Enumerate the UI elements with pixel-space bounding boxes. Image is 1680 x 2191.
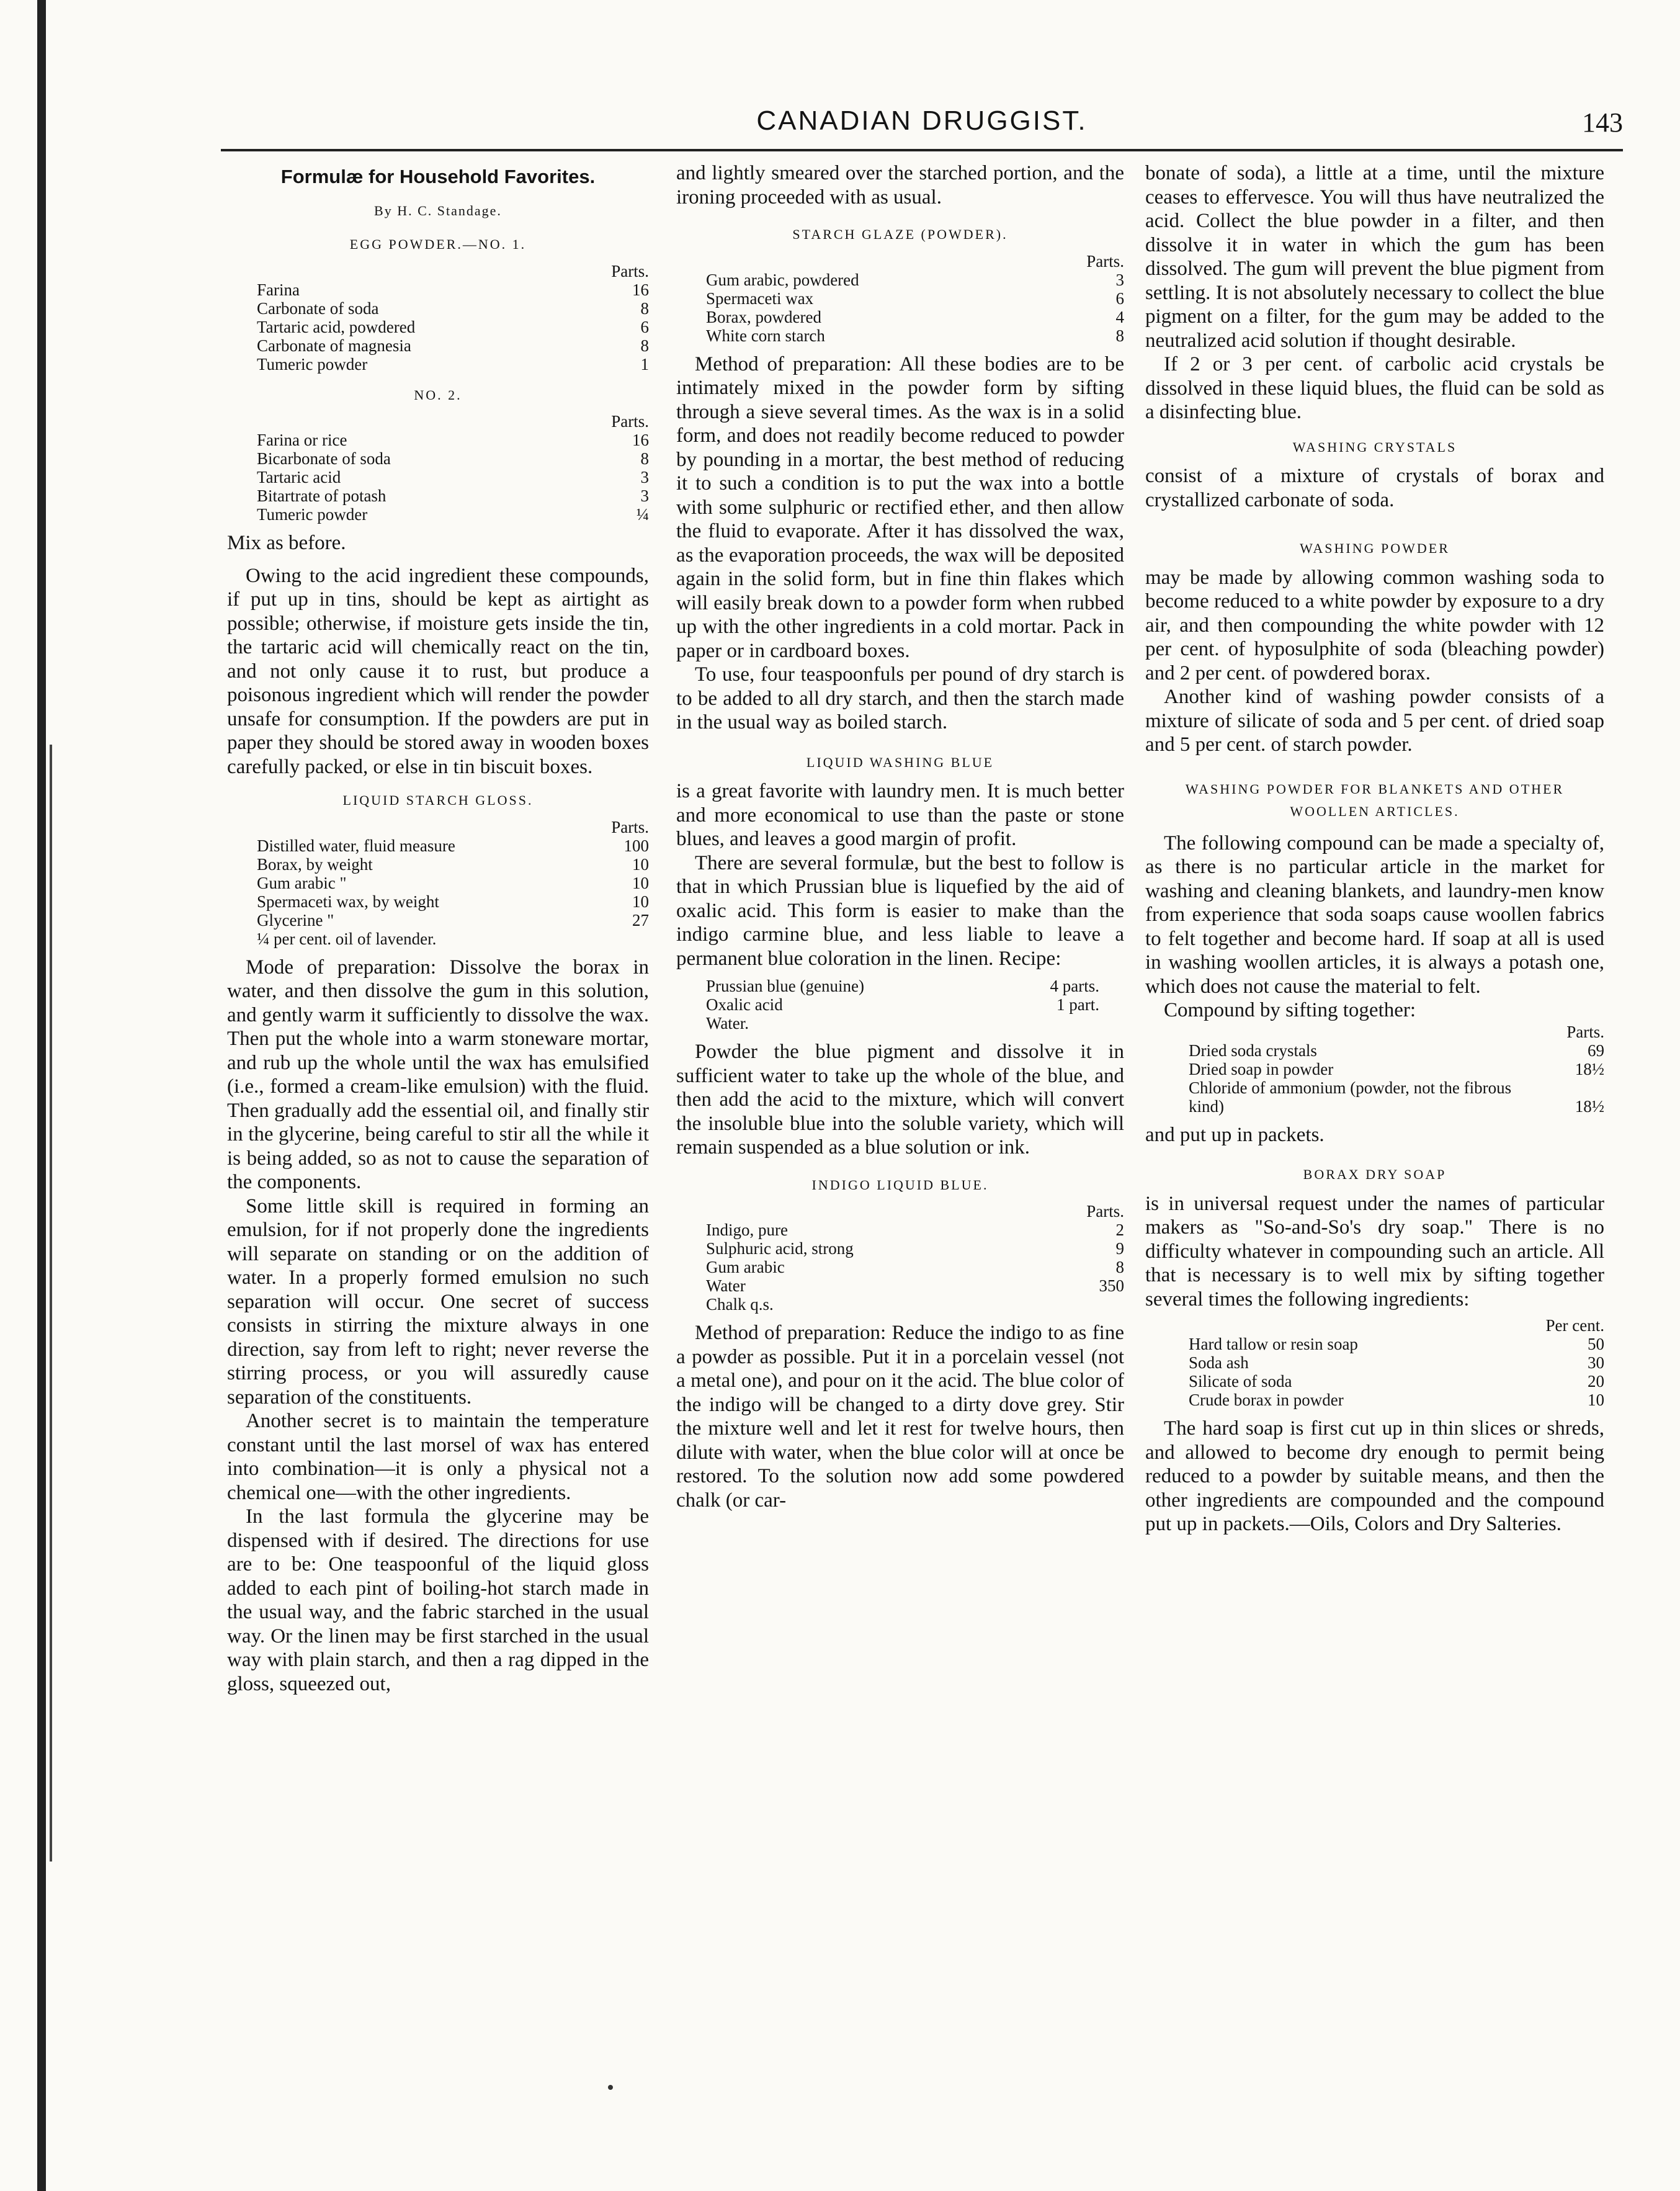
parts-label: Parts. xyxy=(611,817,649,836)
formula-row: Water 350 xyxy=(706,1276,1124,1295)
formula-extra: Chalk q.s. xyxy=(706,1295,774,1314)
paragraph-mode: Mode of preparation: Dissolve the borax in water, and then dissolve the gum in this solution, and gently warm it sufficiently to dissolve the wax. Then put the whole into a warm stoneware mortar, and rub up the whole until the wax has emulsified (i.e., formed a cream-like emulsion) with the fluid. Then gradually add the essential oil, and finally stir in the glycerine, being careful to stir all the while it is being added, so as not to cause the separation of the components. xyxy=(227,956,649,1193)
paragraph-crystals: consist of a mixture of crystals of borax and crystallized carbonate of soda. xyxy=(1145,465,1604,511)
washing-blue-title: LIQUID WASHING BLUE xyxy=(806,754,994,770)
recipe-table xyxy=(706,977,1099,1033)
page-binding-edge xyxy=(37,0,46,2191)
blanket-powder-table xyxy=(1189,1023,1604,1116)
formula-row: Hard tallow or resin soap 50 xyxy=(1189,1335,1604,1353)
washing-powder-title: WASHING POWDER xyxy=(1300,540,1450,556)
formula-row: Oxalic acid 1 part. xyxy=(706,995,1099,1014)
paragraph-skill: Some little skill is required in forming an emulsion, for if not properly done the ingredients will separate on standing or on the addition of water. In a properly formed emulsion no such separation will occur. One secret of success consists in stirring the mixture always in one direction, say from left to right; never reverse the stirring process, or you will assuredly cause separation of the constituents. xyxy=(227,1194,649,1409)
starch-glaze-table xyxy=(706,252,1124,345)
paragraph-continued: bonate of soda), a little at a time, until the mixture ceases to effervesce. You will thus have neutralized the acid. Collect the blue powder in a filter, and then dissolve it in water in which the gum has been dissolved. The gum will prevent the blue pigment from settling. It is not absolutely necessary to collect the blue pigment on a filter, for the gum may be added to the neutralized acid solution if thought desirable. xyxy=(1145,162,1604,352)
formula-row: Farina 16 xyxy=(257,280,649,299)
egg-powder-1-table xyxy=(257,262,649,374)
column-2 xyxy=(676,161,1124,1512)
paragraph-formulae: There are several formulæ, but the best to follow is that in which Prussian blue is liquefied by the aid of oxalic acid. This form is easier to make than the indigo carmine blue, and less liable to leave a permanent blue coloration in the linen. Recipe: xyxy=(676,851,1124,970)
parts-label: Parts. xyxy=(1086,251,1124,271)
paragraph-packets: and put up in packets. xyxy=(1145,1123,1325,1146)
formula-row: Farina or rice 16 xyxy=(257,431,649,449)
formula-row: Borax, powdered 4 xyxy=(706,307,1124,326)
formula-row: Glycerine " 27 xyxy=(257,910,649,930)
paragraph-last: In the last formula the glycerine may be dispensed with if desired. The directions for use are to be: One teaspoonful of the liquid gloss added to each pint of boiling-hot starch made in the usual way, and the fabric starched in the usual way. Or the linen may be first starched in the usual way with plain starch, and then a rag dipped in the gloss, squeezed out, xyxy=(227,1505,649,1695)
formula-row: Spermaceti wax 6 xyxy=(706,289,1124,308)
formula-row: Silicate of soda 20 xyxy=(1189,1372,1604,1391)
paragraph-method-2: Method of preparation: Reduce the indigo to as fine a powder as possible. Put it in a porcelain vessel (not a metal one), and pour on it the acid. The blue color of the indigo will be changed to a dirty dove grey. Stir the mixture well and let it rest for twelve hours, then dilute with water, when the blue color will at once be restored. To the solution now add some powdered chalk (or car- xyxy=(676,1322,1124,1512)
paragraph-hard-soap: The hard soap is first cut up in thin slices or shreds, and allowed to become dry enough to permit being reduced to a powder by suitable means, and then the other ingredients are compounded and the compound put up in packets.—Oils, Colors and Dry Salteries. xyxy=(1145,1417,1604,1535)
formula-row: Soda ash 30 xyxy=(1189,1353,1604,1372)
egg-powder-1-title: EGG POWDER.—NO. 1. xyxy=(349,236,527,252)
formula-row: Crude borax in powder 10 xyxy=(1189,1391,1604,1409)
indigo-table xyxy=(706,1202,1124,1314)
paragraph-blue: is a great favorite with laundry men. It is much better and more economical to use than the paste or stone blues, and leaves a good margin of profit. xyxy=(676,780,1124,850)
formula-row: Prussian blue (genuine) 4 parts. xyxy=(706,977,1099,995)
formula-row: White corn starch 8 xyxy=(706,326,1124,345)
parts-label: Parts. xyxy=(611,412,649,431)
article-headline: Formulæ for Household Favorites. xyxy=(280,166,596,187)
parts-label: Parts. xyxy=(1086,1202,1124,1221)
formula-row: Bitartrate of potash 3 xyxy=(257,486,649,505)
formula-extra: ¼ per cent. oil of lavender. xyxy=(257,929,437,948)
formula-row: Borax, by weight 10 xyxy=(257,854,649,874)
starch-glaze-title: STARCH GLAZE (POWDER). xyxy=(792,226,1008,242)
paragraph-continued: and lightly smeared over the starched portion, and the ironing proceeded with as usual. xyxy=(676,162,1124,208)
washing-crystals-title: WASHING CRYSTALS xyxy=(1292,439,1457,455)
article-byline: By H. C. Standage. xyxy=(374,202,502,218)
formula-row: Tumeric powder 1 xyxy=(257,354,649,374)
formula-row: Carbonate of soda 8 xyxy=(257,298,649,318)
borax-soap-title: BORAX DRY SOAP xyxy=(1303,1167,1447,1182)
formula-row: Indigo, pure 2 xyxy=(706,1221,1124,1239)
egg-powder-2-table xyxy=(257,412,649,524)
paragraph-powder: Powder the blue pigment and dissolve it in sufficient water to take up the whole of the blue, and then add the acid to the mixture, which will convert the insoluble blue into the soluble variety, which will remain suspended as a blue solution or ink. xyxy=(676,1041,1124,1158)
print-speck xyxy=(608,2085,613,2090)
starch-gloss-table xyxy=(257,818,649,948)
page-binding-shadow xyxy=(50,745,52,1862)
parts-label: Parts. xyxy=(611,261,649,280)
formula-row: Gum arabic, powdered 3 xyxy=(706,270,1124,289)
paragraph-use: To use, four teaspoonfuls per pound of dry starch is to be added to all dry starch, and then the starch made in the usual way as boiled starch. xyxy=(676,663,1124,733)
paragraph-secret: Another secret is to maintain the temperature constant until the last morsel of wax has entered into combination—it is only a physical not a chemical one—with the other ingredients. xyxy=(227,1410,649,1504)
column-1 xyxy=(227,161,649,1696)
indigo-title: INDIGO LIQUID BLUE. xyxy=(811,1176,989,1193)
running-header xyxy=(221,104,1623,151)
page-number: 143 xyxy=(1582,107,1623,138)
mix-note: Mix as before. xyxy=(227,532,346,554)
blankets-title: WASHING POWDER FOR BLANKETS AND OTHER WOOLLEN ARTICLES. xyxy=(1185,781,1565,819)
formula-row: Water. xyxy=(706,1014,749,1033)
paragraph-another: Another kind of washing powder consists of a mixture of silicate of soda and 5 per cent. of dried soap and 5 per cent. of starch powder. xyxy=(1145,686,1604,756)
paragraph-following: The following compound can be made a specialty of, as there is no particular article in the market for washing and cleaning blankets, and laundry-men know from experience that soda soaps cause woollen fabrics to felt together and become hard. If soap at all is used in washing woollen articles, it is always a potash one, which does not cause the material to felt. xyxy=(1145,831,1604,998)
formula-row: Spermaceti wax, by weight 10 xyxy=(257,892,649,911)
borax-soap-table xyxy=(1189,1316,1604,1409)
percent-label: Per cent. xyxy=(1545,1316,1604,1335)
paragraph-method: Method of preparation: All these bodies are to be intimately mixed in the powder form by sifting through a sieve several times. As the wax is in a solid form, and does not readily become reduced to powder by pounding in a mortar, the best method of reducing it to such a condition is to put the wax into a bottle with some sulphuric or rectified ether, and then allow the fluid to evaporate. After it has dissolved the wax, as the evaporation proceeds, the wax will be deposited again in the solid form, but in fine thin flakes which will easily break down to a powder form when rubbed up with the other ingredients in a cold mortar. Pack in paper or in cardboard boxes. xyxy=(676,352,1124,662)
formula-row: Tartaric acid, powdered 6 xyxy=(257,317,649,336)
formula-row: Gum arabic " 10 xyxy=(257,873,649,892)
formula-row: Distilled water, fluid measure 100 xyxy=(257,836,649,855)
formula-row: Tumeric powder ¼ xyxy=(257,505,649,524)
paragraph-owing: Owing to the acid ingredient these compounds, if put up in tins, should be kept as airtight as possible; otherwise, if moisture gets inside the tin, the tartaric acid will chemically react on the tin, and not only cause it to rust, but produce a poisonous ingredient which will render the powder unsafe for consumption. If the powders are put in paper they should be stored away in wooden boxes carefully packed, or else in tin biscuit boxes. xyxy=(227,564,649,778)
egg-powder-2-title: NO. 2. xyxy=(414,387,462,403)
formula-row: Bicarbonate of soda 8 xyxy=(257,449,649,468)
formula-row: Dried soda crystals 69 xyxy=(1189,1041,1604,1060)
paragraph-washing-powder: may be made by allowing common washing soda to become reduced to a white powder by exposure to a dry air, and then compounding the white powder with 12 per cent. of hyposulphite of soda (bleaching powder) and 2 per cent. of powdered borax. xyxy=(1145,566,1604,684)
paragraph-borax: is in universal request under the names of particular makers as "So-and-So's dry soap." There is no difficulty whatever in compounding such an article. All that is necessary is to well mix by sifting together several times the following ingredients: xyxy=(1145,1192,1604,1311)
paragraph-compound: Compound by sifting together: xyxy=(1164,999,1416,1021)
formula-row: Carbonate of magnesia 8 xyxy=(257,336,649,355)
paragraph-carbolic: If 2 or 3 per cent. of carbolic acid crystals be dissolved in these liquid blues, the fluid can be sold as a disinfecting blue. xyxy=(1145,353,1604,423)
formula-row: Chloride of ammonium (powder, not the fibrous kind) 18½ xyxy=(1189,1078,1604,1116)
formula-row: Sulphuric acid, strong 9 xyxy=(706,1239,1124,1258)
column-3 xyxy=(1145,161,1604,1536)
formula-row: Tartaric acid 3 xyxy=(257,468,649,486)
formula-row: Dried soap in powder 18½ xyxy=(1189,1059,1604,1078)
formula-row: Gum arabic 8 xyxy=(706,1258,1124,1276)
parts-label: Parts. xyxy=(1566,1022,1604,1041)
starch-gloss-title: LIQUID STARCH GLOSS. xyxy=(342,792,534,808)
journal-title: CANADIAN DRUGGIST. xyxy=(756,105,1088,136)
